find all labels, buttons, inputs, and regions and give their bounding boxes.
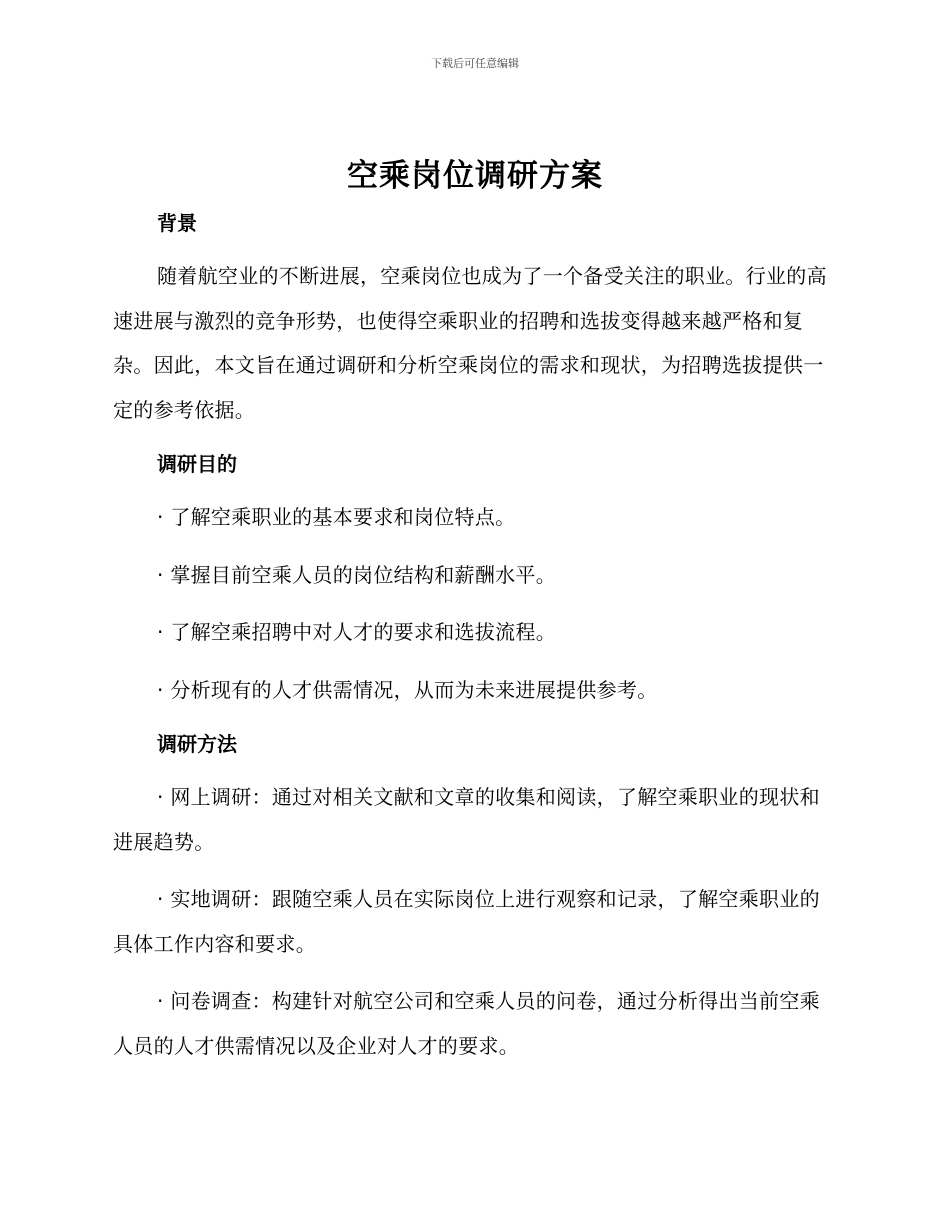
- purpose-item: · 了解空乘职业的基本要求和岗位特点。: [157, 505, 516, 529]
- document-body: [113, 205, 831, 1068]
- method-item: · 实地调研：跟随空乘人员在实际岗位上进行观察和记录，了解空乘职业的具体工作内容和要求。: [113, 887, 820, 956]
- purpose-item: · 了解空乘招聘中对人才的要求和选拔流程。: [157, 620, 557, 644]
- background-paragraph: 随着航空业的不断进展，空乘岗位也成为了一个备受关注的职业。行业的高速进展与激烈的竞争形势，也使得空乘职业的招聘和选拔变得越来越严格和复杂。因此，本文旨在通过调研和分析空乘岗位的需求和现状，为招聘选拔提供一定的参考依据。: [113, 264, 827, 422]
- method-item: · 问卷调查：构建针对航空公司和空乘人员的问卷，通过分析得出当前空乘人员的人才供需情况以及企业对人才的要求。: [113, 989, 820, 1058]
- document-title: 空乘岗位调研方案: [347, 158, 603, 194]
- section-heading-purpose: 调研目的: [157, 452, 237, 476]
- section-heading-background: 背景: [157, 211, 197, 235]
- purpose-item: · 分析现有的人才供需情况，从而为未来进展提供参考。: [157, 677, 658, 702]
- section-heading-methods: 调研方法: [157, 732, 237, 756]
- header-note: 下载后可任意编辑: [431, 57, 519, 70]
- purpose-item: · 掌握目前空乘人员的岗位结构和薪酬水平。: [157, 562, 557, 587]
- method-item: · 网上调研：通过对相关文献和文章的收集和阅读，了解空乘职业的现状和进展趋势。: [113, 785, 820, 854]
